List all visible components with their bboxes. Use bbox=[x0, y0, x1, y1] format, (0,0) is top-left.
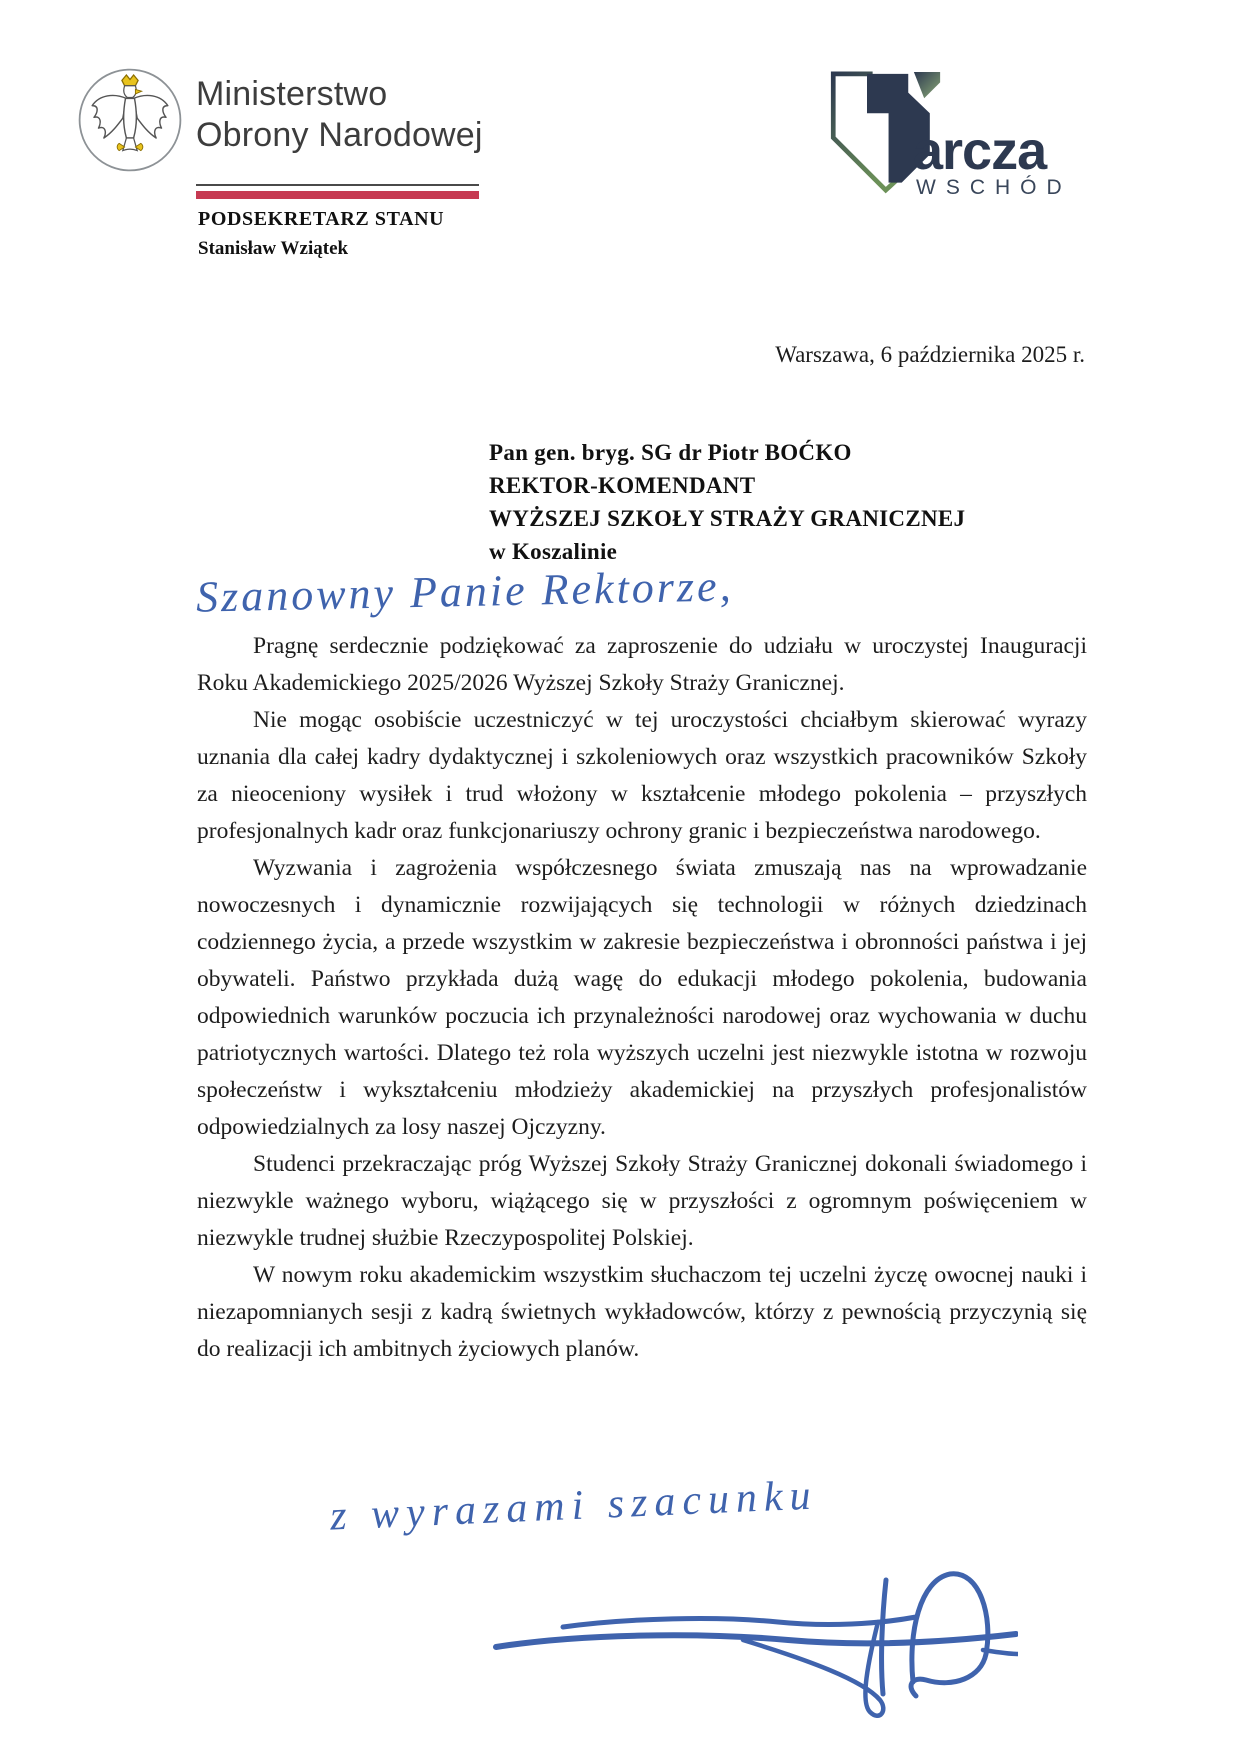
date-line: Warszawa, 6 października 2025 r. bbox=[775, 342, 1085, 367]
signature-scrawl bbox=[488, 1562, 1018, 1747]
office-title: PODSEKRETARZ STANU bbox=[198, 208, 445, 230]
addressee-block bbox=[489, 436, 965, 568]
handwritten-closing: z wyrazami szacunku bbox=[329, 1472, 819, 1540]
body-paragraph: Wyzwania i zagrożenia współczesnego świata zmuszają nas na wprowadzanie nowoczesnych i dynamicznie rozwijających się technologii w różnych dziedzinach codziennego życia, a przede wszystkim w zakresie bezpieczeństwa i obronności państwa i jej obywateli. Państwo przykłada dużą wagę do edukacji młodego pokolenia, budowania odpowiednich warunków poczucia ich przynależności narodowej oraz wychowania w duchu patriotycznych wartości. Dlatego też rola wyższych uczelni jest niezwykle istotna w rozwoju społeczeństw i wykształceniu młodzieży akademickiej na przyszłych profesjonalistów odpowiedzialnych za losy naszej Ojczyzny. bbox=[197, 855, 1087, 1140]
header-divider-thin bbox=[196, 184, 479, 186]
office-holder-name: Stanisław Wziątek bbox=[198, 238, 349, 259]
ministry-name-line2: Obrony Narodowej bbox=[196, 116, 483, 154]
addressee-title: REKTOR-KOMENDANT bbox=[489, 473, 756, 498]
body-paragraph: Nie mogąc osobiście uczestniczyć w tej uroczystości chciałbym skierować wyrazy uznania dla całej kadry dydaktycznej i szkoleniowych oraz wszystkich pracowników Szkoły za nieoceniony wysiłek i trud włożony w kształcenie młodego pokolenia – przyszłych profesjonalnych kadr oraz funkcjonariuszy ochrony granic i bezpieczeństwa narodowego. bbox=[197, 707, 1087, 844]
ministry-eagle-emblem-icon bbox=[76, 64, 184, 176]
letter-body bbox=[197, 628, 1087, 1368]
tarcza-logo-subtext: WSCHÓD bbox=[916, 176, 1072, 199]
addressee-city: w Koszalinie bbox=[489, 539, 618, 564]
addressee-name: Pan gen. bryg. SG dr Piotr BOĆKO bbox=[489, 440, 852, 465]
body-paragraph: W nowym roku akademickim wszystkim słuchaczom tej uczelni życzę owocnej nauki i niezapomnianych sesji z kadrą świetnych wykładowców, którzy z pewnością przyczynią się do realizacji ich ambitnych życiowych planów. bbox=[197, 1262, 1087, 1362]
tarcza-logo-text: arcza bbox=[913, 121, 1047, 181]
body-paragraph: Studenci przekraczając próg Wyższej Szkoły Straży Granicznej dokonali świadomego i niezwykle ważnego wyboru, wiążącego się w przyszłości z ogromnym poświęceniem w niezwykle trudnej służbie Rzeczypospolitej Polskiej. bbox=[197, 1151, 1087, 1251]
addressee-institution: WYŻSZEJ SZKOŁY STRAŻY GRANICZNEJ bbox=[489, 506, 966, 531]
header-divider-red bbox=[196, 191, 479, 199]
ministry-name-line1: Ministerstwo bbox=[196, 75, 388, 113]
handwritten-greeting: Szanowny Panie Rektorze, bbox=[195, 561, 735, 622]
ministry-name bbox=[196, 74, 483, 156]
body-paragraph: Pragnę serdecznie podziękować za zaproszenie do udziału w uroczystej Inauguracji Roku Akademickiego 2025/2026 Wyższej Szkoły Straży Granicznej. bbox=[197, 633, 1087, 696]
